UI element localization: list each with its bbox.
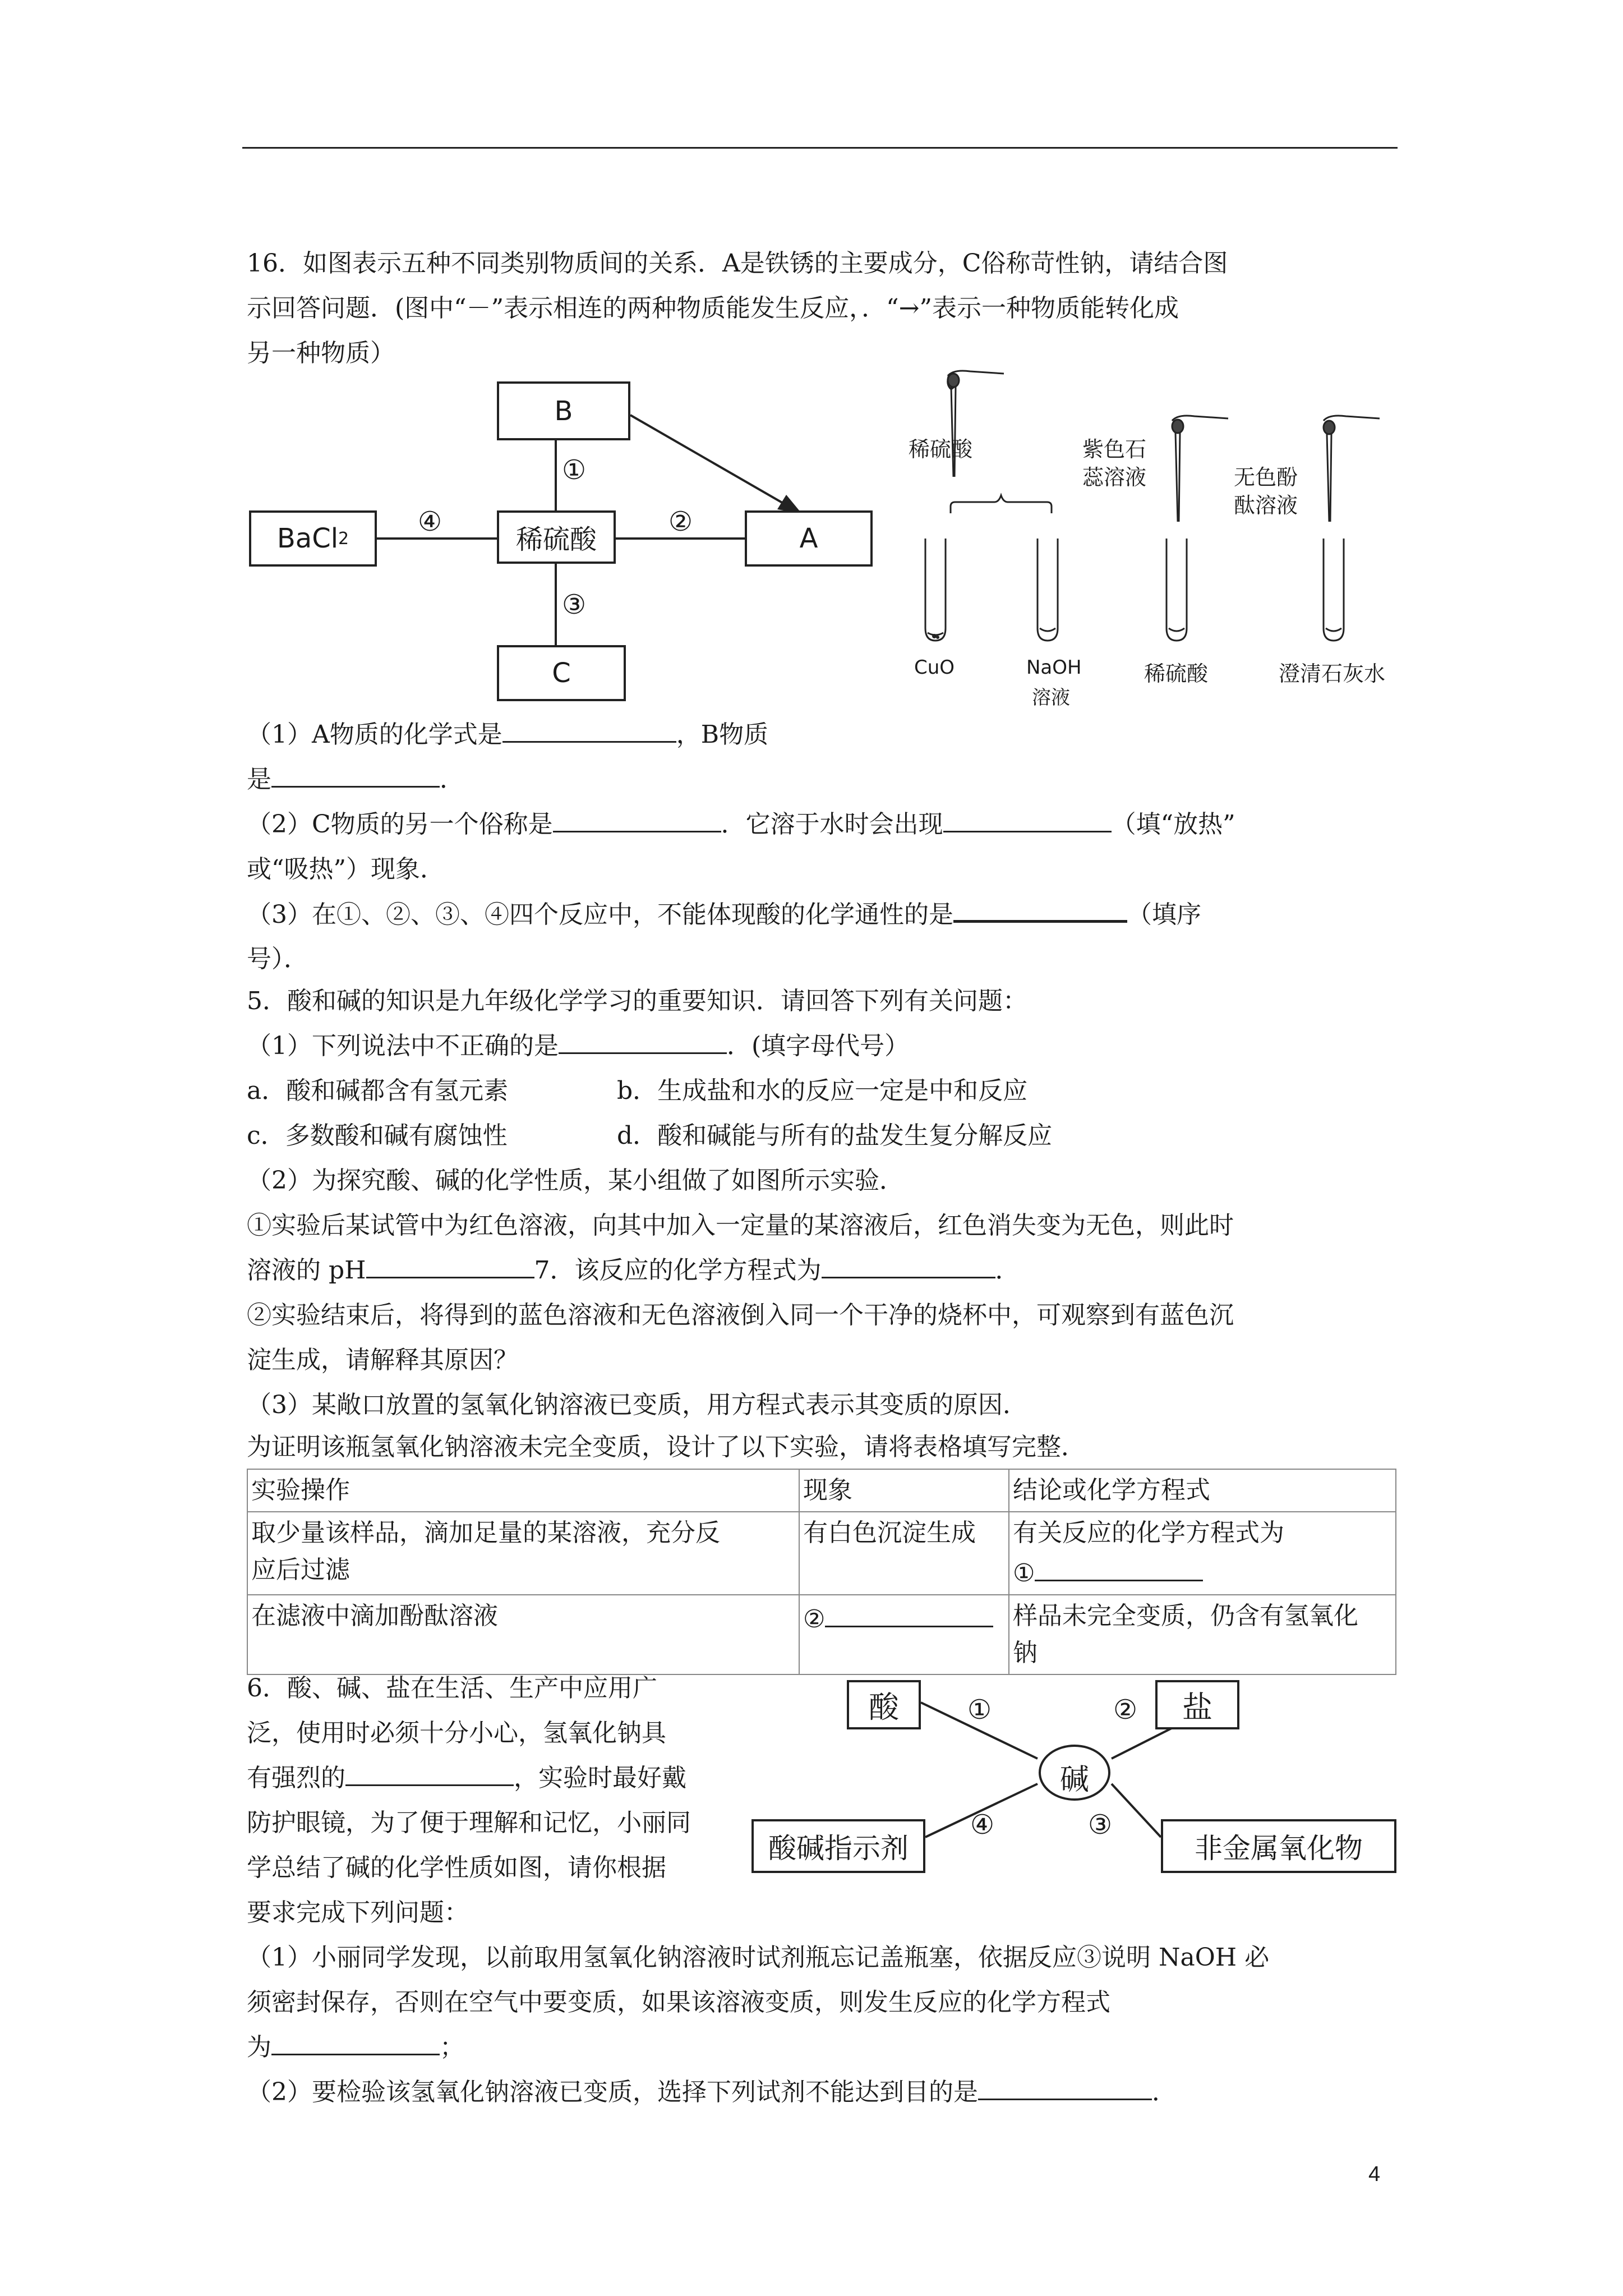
row1-conclusion-line-1: 有关反应的化学方程式为 xyxy=(1013,1519,1284,1547)
tube-1-label: CuO xyxy=(914,656,955,679)
q16-part-3-line-2: 号）． xyxy=(247,945,308,973)
q16-p3-text-b: （填序 xyxy=(1127,900,1201,929)
dropper-2-label-line-1: 紫色石 xyxy=(1082,437,1147,462)
q5-intro: 5．酸和碱的知识是九年级化学学习的重要知识．请回答下列有关问题： xyxy=(247,987,1027,1015)
q16-p2-text-c: （填“放热” xyxy=(1111,810,1235,839)
q16-p3-text-a: （3）在①、②、③、④四个反应中，不能体现酸的化学通性的是 xyxy=(247,900,953,929)
answer-blank-reaction-number[interactable] xyxy=(953,892,1127,923)
box-dilute-sulfuric-acid: 稀硫酸 xyxy=(497,510,616,564)
q16-p1-text-a: （1）A物质的化学式是 xyxy=(247,720,502,749)
q6-line-1: 6．酸、碱、盐在生活、生产中应用广 xyxy=(247,1674,657,1703)
q16-relation-diagram xyxy=(247,376,886,712)
q16-p2-text-a: （2）C物质的另一个俗称是 xyxy=(247,810,553,839)
row2-circle-2: ② xyxy=(803,1605,826,1634)
table-row xyxy=(247,1595,1396,1674)
q6-part-1-line-1: （1）小丽同学发现，以前取用氢氧化钠溶液时试剂瓶忘记盖瓶塞，依据反应③说明 NaOH 必 xyxy=(247,1943,1270,1972)
table-header-operation: 实验操作 xyxy=(247,1469,799,1512)
row2-operation: 在滤液中滴加酚酞溶液 xyxy=(247,1595,799,1674)
q16-part-2-line-2: 或“吸热”）现象． xyxy=(247,855,445,884)
experiment-table xyxy=(247,1469,1396,1675)
header-rule xyxy=(242,147,1398,149)
table-header-phenomenon: 现象 xyxy=(799,1469,1009,1512)
q5-option-b: b．生成盐和水的反应一定是中和反应 xyxy=(617,1076,1028,1105)
q6-part-2 xyxy=(247,2070,1177,2115)
box-acid: 酸 xyxy=(847,1680,921,1729)
q6-line-3 xyxy=(247,1756,686,1801)
q16-part-3-line-1 xyxy=(247,892,1201,937)
answer-blank-corrosiveness[interactable] xyxy=(345,1756,514,1786)
q16-p1-text-c: 是 xyxy=(247,765,271,794)
tube-3-label: 稀硫酸 xyxy=(1144,661,1209,686)
bacl2-subscript: 2 xyxy=(338,528,349,549)
box-b: B xyxy=(497,381,630,440)
q16-intro-line-2: 示回答问题．(图中“－”表示相连的两种物质能发生反应，．“→”表示一种物质能转化成 xyxy=(247,294,1179,323)
test-tube-figure xyxy=(897,365,1402,724)
q5-p21-text-b: 溶液的 pH xyxy=(247,1256,366,1285)
q6-line-4: 防护眼镜，为了便于理解和记忆，小丽同 xyxy=(247,1809,691,1837)
label-property-3: ③ xyxy=(1088,1809,1113,1841)
q5-part-2: （2）为探究酸、碱的化学性质，某小组做了如图所示实验． xyxy=(247,1166,904,1195)
answer-blank-incorrect-statement[interactable] xyxy=(559,1024,727,1054)
q16-p1-text-b: ，B物质 xyxy=(676,720,769,749)
box-salt: 盐 xyxy=(1155,1680,1239,1729)
q5-p21-text-d: ． xyxy=(995,1256,1020,1285)
q5-part-3-line-1: （3）某敞口放置的氢氧化钠溶液已变质，用方程式表示其变质的原因． xyxy=(247,1391,1027,1419)
q6-l3-text-a: 有强烈的 xyxy=(247,1764,345,1792)
q5-p1-text-a: （1）下列说法中不正确的是 xyxy=(247,1032,559,1060)
dropper-3-label-line-1: 无色酚 xyxy=(1234,465,1298,490)
q5-part-2-1-line-2 xyxy=(247,1248,1020,1293)
row2-conclusion-line-2: 钠 xyxy=(1013,1639,1038,1667)
tube-4-outline xyxy=(1324,539,1344,641)
answer-blank-c-alias[interactable] xyxy=(553,803,721,832)
q5-part-2-2-line-1: ②实验结束后，将得到的蓝色溶液和无色溶液倒入同一个干净的烧杯中，可观察到有蓝色沉 xyxy=(247,1301,1234,1329)
box-nonmetal-oxide: 非金属氧化物 xyxy=(1161,1819,1396,1873)
page-number: 4 xyxy=(1368,2162,1381,2186)
label-property-4: ④ xyxy=(970,1809,995,1841)
q5-part-3-line-2: 为证明该瓶氢氧化钠溶液未完全变质，设计了以下实验，请将表格填写完整． xyxy=(247,1433,1086,1461)
q5-part-2-1-line-1: ①实验后某试管中为红色溶液，向其中加入一定量的某溶液后，红色消失变为无色，则此时 xyxy=(247,1211,1234,1240)
tube-3-outline xyxy=(1166,539,1187,641)
answer-blank-a-formula[interactable] xyxy=(502,713,676,743)
box-a: A xyxy=(745,510,873,567)
bacl2-text: BaCl xyxy=(276,523,339,554)
q6-line-5: 学总结了碱的化学性质如图，请你根据 xyxy=(247,1853,666,1882)
dropper-2 xyxy=(1172,416,1228,522)
tube-1-outline xyxy=(925,539,946,641)
row2-phenomenon xyxy=(799,1595,1009,1674)
table-header-conclusion: 结论或化学方程式 xyxy=(1009,1469,1396,1512)
q6-part-1-line-2: 须密封保存，否则在空气中要变质，如果该溶液变质，则发生反应的化学方程式 xyxy=(247,1988,1110,2017)
dropper-3-label-line-2: 酞溶液 xyxy=(1234,493,1298,518)
dropper-3 xyxy=(1324,416,1380,522)
q16-part-1-line-1 xyxy=(247,712,768,757)
box-acid-base-indicator: 酸碱指示剂 xyxy=(751,1819,925,1873)
q16-intro-line-3: 另一种物质） xyxy=(247,339,395,367)
label-reaction-2: ② xyxy=(668,506,693,537)
row1-phenomenon: 有白色沉淀生成 xyxy=(799,1512,1009,1595)
table-row xyxy=(247,1512,1396,1595)
q5-option-d: d．酸和碱能与所有的盐发生复分解反应 xyxy=(617,1121,1053,1150)
label-property-1: ① xyxy=(967,1694,992,1726)
answer-blank-reagent[interactable] xyxy=(978,2070,1152,2100)
row1-conclusion-line-2 xyxy=(1013,1552,1392,1592)
answer-blank-table-equation[interactable] xyxy=(1035,1552,1203,1581)
table-header-row xyxy=(247,1469,1396,1512)
q6-line-6: 要求完成下列问题： xyxy=(247,1898,469,1927)
q16-intro-line-1: 16．如图表示五种不同类别物质间的关系．A是铁锈的主要成分，C俗称苛性钠，请结合图 xyxy=(247,249,1228,278)
label-reaction-3: ③ xyxy=(562,589,587,620)
box-bacl2 xyxy=(249,510,377,567)
q6-part-1-line-3 xyxy=(247,2025,464,2070)
answer-blank-b-substance[interactable] xyxy=(271,758,440,788)
tube-2-label-line-1: NaOH xyxy=(1026,656,1082,679)
q6-p2-text-b: ． xyxy=(1152,2078,1177,2106)
row1-operation xyxy=(247,1512,799,1595)
label-property-2: ② xyxy=(1113,1694,1138,1726)
answer-blank-ph[interactable] xyxy=(366,1249,534,1278)
q6-line-2: 泛，使用时必须十分小心，氢氧化钠具 xyxy=(247,1719,666,1747)
q6-p1-text-c: 为 xyxy=(247,2033,271,2062)
q5-part-2-2-line-2: 淀生成，请解释其原因？ xyxy=(247,1346,518,1374)
row2-conclusion xyxy=(1009,1595,1396,1674)
q6-l3-text-b: ，实验时最好戴 xyxy=(514,1764,686,1792)
q5-option-c: c．多数酸和碱有腐蚀性 xyxy=(247,1121,508,1150)
q5-part-1 xyxy=(247,1024,909,1069)
answer-blank-equation[interactable] xyxy=(822,1249,995,1278)
base-properties-diagram xyxy=(746,1669,1402,1882)
q5-p21-text-c: 7．该反应的化学方程式为 xyxy=(534,1256,822,1285)
answer-blank-deterioration-equation[interactable] xyxy=(271,2026,440,2055)
q16-p1-text-d: ． xyxy=(440,765,464,794)
answer-blank-table-phenomenon[interactable] xyxy=(825,1598,993,1627)
base-node-label: 碱 xyxy=(1060,1763,1090,1797)
tube-4-label: 澄清石灰水 xyxy=(1279,661,1386,686)
q6-p1-text-d: ； xyxy=(440,2033,464,2062)
q16-part-2-line-1 xyxy=(247,802,1235,847)
answer-blank-heat[interactable] xyxy=(943,803,1112,832)
q5-p1-text-b: ．(填字母代号） xyxy=(727,1032,910,1060)
brace xyxy=(951,495,1052,513)
dropper-1-label: 稀硫酸 xyxy=(909,437,973,462)
label-reaction-4: ④ xyxy=(418,506,442,537)
q16-part-1-line-2 xyxy=(247,757,464,802)
dropper-2-label-line-2: 蕊溶液 xyxy=(1082,465,1147,490)
tube-2-label-line-2: 溶液 xyxy=(1032,687,1070,709)
row1-operation-line-2: 应后过滤 xyxy=(251,1556,350,1584)
row1-operation-line-1: 取少量该样品，滴加足量的某溶液，充分反 xyxy=(251,1519,720,1547)
label-reaction-1: ① xyxy=(562,454,587,486)
box-c: C xyxy=(497,645,626,701)
q16-p2-text-b: ．它溶于水时会出现 xyxy=(721,810,943,839)
q6-p2-text-a: （2）要检验该氢氧化钠溶液已变质，选择下列试剂不能达到目的是 xyxy=(247,2078,978,2106)
row1-conclusion xyxy=(1009,1512,1396,1595)
row1-circle-1: ① xyxy=(1013,1559,1035,1588)
tube-2-outline xyxy=(1038,539,1058,641)
q5-option-a: a．酸和碱都含有氢元素 xyxy=(247,1076,509,1105)
row2-conclusion-line-1: 样品未完全变质，仍含有氢氧化 xyxy=(1013,1602,1358,1630)
